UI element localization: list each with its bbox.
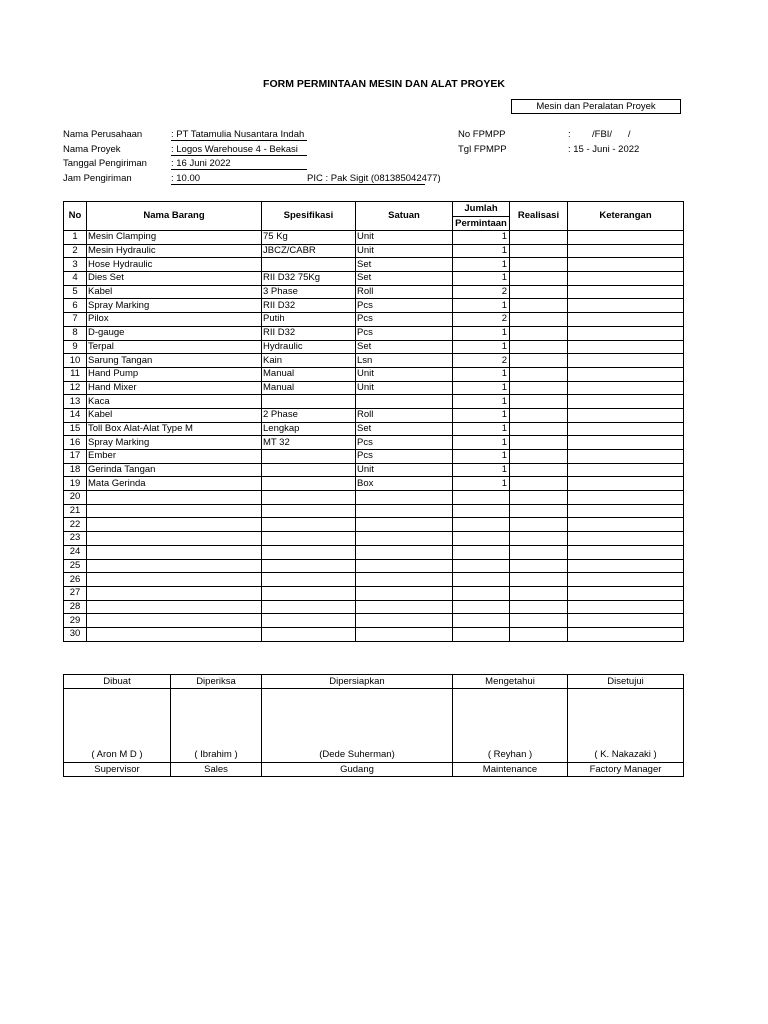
signer-name-supervisor: ( Aron M D ) <box>64 689 171 763</box>
item-name: Sarung Tangan <box>87 354 262 368</box>
row-number: 23 <box>64 532 87 546</box>
col-qty-header-bottom: Permintaan <box>453 217 510 231</box>
item-name: Hose Hydraulic <box>87 258 262 272</box>
item-qty <box>453 614 510 628</box>
item-qty: 1 <box>453 477 510 491</box>
row-number: 26 <box>64 573 87 587</box>
item-realization <box>510 436 568 450</box>
item-qty: 1 <box>453 326 510 340</box>
table-row <box>64 340 684 354</box>
item-name: Gerinda Tangan <box>87 463 262 477</box>
item-notes <box>568 258 684 272</box>
fpmpp-no-label: No FPMPP <box>458 129 506 140</box>
table-row <box>64 504 684 518</box>
item-qty: 1 <box>453 340 510 354</box>
item-notes <box>568 559 684 573</box>
item-realization <box>510 504 568 518</box>
item-qty: 1 <box>453 463 510 477</box>
item-realization <box>510 559 568 573</box>
item-notes <box>568 436 684 450</box>
item-unit <box>356 586 453 600</box>
item-name <box>87 545 262 559</box>
row-number: 8 <box>64 326 87 340</box>
item-qty <box>453 545 510 559</box>
item-name: Spray Marking <box>87 436 262 450</box>
item-spec <box>262 491 356 505</box>
row-number: 10 <box>64 354 87 368</box>
item-unit: Pcs <box>356 313 453 327</box>
item-qty: 1 <box>453 299 510 313</box>
item-notes <box>568 354 684 368</box>
table-row <box>64 313 684 327</box>
item-spec <box>262 600 356 614</box>
send-date-label: Tanggal Pengiriman <box>63 158 147 169</box>
form-title: FORM PERMINTAAN MESIN DAN ALAT PROYEK <box>263 78 505 90</box>
row-number: 4 <box>64 272 87 286</box>
signature-table <box>63 674 684 777</box>
item-realization <box>510 354 568 368</box>
item-realization <box>510 258 568 272</box>
item-notes <box>568 450 684 464</box>
row-number: 21 <box>64 504 87 518</box>
item-notes <box>568 477 684 491</box>
item-realization <box>510 231 568 245</box>
table-row <box>64 450 684 464</box>
item-name <box>87 586 262 600</box>
signer-title-supervisor: Supervisor <box>64 763 171 777</box>
item-unit: Unit <box>356 367 453 381</box>
item-spec: RII D32 <box>262 299 356 313</box>
item-notes <box>568 231 684 245</box>
item-unit: Pcs <box>356 436 453 450</box>
send-time-label: Jam Pengiriman <box>63 173 132 184</box>
signer-name-maintenance: ( Reyhan ) <box>453 689 568 763</box>
item-spec <box>262 545 356 559</box>
item-qty: 2 <box>453 354 510 368</box>
row-number: 27 <box>64 586 87 600</box>
item-notes <box>568 395 684 409</box>
table-row <box>64 326 684 340</box>
item-qty <box>453 518 510 532</box>
item-qty <box>453 600 510 614</box>
item-qty: 1 <box>453 367 510 381</box>
item-realization <box>510 450 568 464</box>
item-unit: Unit <box>356 463 453 477</box>
item-spec <box>262 504 356 518</box>
item-name: Ember <box>87 450 262 464</box>
role-dibuat: Dibuat <box>64 675 171 689</box>
item-unit <box>356 532 453 546</box>
table-row <box>64 231 684 245</box>
item-realization <box>510 367 568 381</box>
item-spec <box>262 559 356 573</box>
table-row <box>64 436 684 450</box>
item-unit <box>356 518 453 532</box>
item-realization <box>510 326 568 340</box>
row-number: 20 <box>64 491 87 505</box>
signer-name-factory-manager: ( K. Nakazaki ) <box>568 689 684 763</box>
item-unit <box>356 627 453 641</box>
item-unit <box>356 395 453 409</box>
row-number: 9 <box>64 340 87 354</box>
row-number: 15 <box>64 422 87 436</box>
item-qty: 1 <box>453 244 510 258</box>
item-spec: Lengkap <box>262 422 356 436</box>
item-name <box>87 518 262 532</box>
item-unit: Pcs <box>356 326 453 340</box>
row-number: 22 <box>64 518 87 532</box>
item-spec <box>262 532 356 546</box>
item-notes <box>568 272 684 286</box>
item-notes <box>568 244 684 258</box>
item-notes <box>568 545 684 559</box>
table-row <box>64 285 684 299</box>
item-name <box>87 532 262 546</box>
signer-title-gudang: Gudang <box>262 763 453 777</box>
item-notes <box>568 326 684 340</box>
item-qty <box>453 573 510 587</box>
item-spec <box>262 463 356 477</box>
fpmpp-no-value: /FBI/ / <box>592 129 631 140</box>
item-realization <box>510 477 568 491</box>
row-number: 25 <box>64 559 87 573</box>
row-number: 14 <box>64 408 87 422</box>
item-unit: Set <box>356 340 453 354</box>
item-notes <box>568 422 684 436</box>
item-unit: Set <box>356 422 453 436</box>
col-no-header: No <box>64 202 87 231</box>
item-unit: Roll <box>356 408 453 422</box>
table-row <box>64 477 684 491</box>
item-name: Pilox <box>87 313 262 327</box>
item-realization <box>510 244 568 258</box>
item-spec: JBCZ/CABR <box>262 244 356 258</box>
item-name <box>87 559 262 573</box>
item-qty: 1 <box>453 436 510 450</box>
signer-title-maintenance: Maintenance <box>453 763 568 777</box>
item-realization <box>510 532 568 546</box>
item-rows <box>64 231 684 642</box>
item-notes <box>568 313 684 327</box>
table-row <box>64 258 684 272</box>
item-qty: 1 <box>453 272 510 286</box>
item-unit: Box <box>356 477 453 491</box>
item-realization <box>510 463 568 477</box>
item-realization <box>510 285 568 299</box>
item-qty: 1 <box>453 231 510 245</box>
send-date-value: : 16 Juni 2022 <box>171 158 307 170</box>
item-realization <box>510 586 568 600</box>
company-label: Nama Perusahaan <box>63 129 143 140</box>
item-realization <box>510 627 568 641</box>
item-spec <box>262 258 356 272</box>
item-realization <box>510 313 568 327</box>
item-notes <box>568 285 684 299</box>
table-row <box>64 422 684 436</box>
role-disetujui: Disetujui <box>568 675 684 689</box>
item-spec <box>262 518 356 532</box>
item-qty <box>453 532 510 546</box>
table-row <box>64 586 684 600</box>
signer-title-sales: Sales <box>171 763 262 777</box>
col-spec-header: Spesifikasi <box>262 202 356 231</box>
item-unit: Pcs <box>356 450 453 464</box>
col-realization-header: Realisasi <box>510 202 568 231</box>
table-row <box>64 518 684 532</box>
company-value: : PT Tatamulia Nusantara Indah <box>171 129 307 141</box>
table-row <box>64 532 684 546</box>
item-qty: 1 <box>453 450 510 464</box>
row-number: 2 <box>64 244 87 258</box>
item-unit: Unit <box>356 381 453 395</box>
item-realization <box>510 299 568 313</box>
row-number: 18 <box>64 463 87 477</box>
items-table <box>63 201 684 642</box>
item-name: Toll Box Alat-Alat Type M <box>87 422 262 436</box>
table-row <box>64 614 684 628</box>
fpmpp-no-colon: : <box>568 129 571 140</box>
signer-name-gudang: (Dede Suherman) <box>262 689 453 763</box>
row-number: 1 <box>64 231 87 245</box>
item-unit: Unit <box>356 231 453 245</box>
row-number: 19 <box>64 477 87 491</box>
table-row <box>64 381 684 395</box>
item-name <box>87 573 262 587</box>
item-qty: 1 <box>453 381 510 395</box>
item-unit: Set <box>356 258 453 272</box>
table-row <box>64 272 684 286</box>
item-qty <box>453 504 510 518</box>
item-qty: 1 <box>453 408 510 422</box>
item-notes <box>568 573 684 587</box>
item-spec: 2 Phase <box>262 408 356 422</box>
item-qty: 2 <box>453 285 510 299</box>
item-notes <box>568 627 684 641</box>
item-spec <box>262 477 356 491</box>
table-row <box>64 244 684 258</box>
table-row <box>64 395 684 409</box>
item-notes <box>568 381 684 395</box>
table-row <box>64 463 684 477</box>
item-name: Mesin Clamping <box>87 231 262 245</box>
item-spec: 3 Phase <box>262 285 356 299</box>
item-name: Mesin Hydraulic <box>87 244 262 258</box>
table-row <box>64 299 684 313</box>
item-name: Hand Mixer <box>87 381 262 395</box>
item-realization <box>510 518 568 532</box>
item-spec <box>262 450 356 464</box>
item-name: Mata Gerinda <box>87 477 262 491</box>
item-realization <box>510 545 568 559</box>
item-spec: Manual <box>262 367 356 381</box>
item-unit: Set <box>356 272 453 286</box>
item-notes <box>568 600 684 614</box>
item-notes <box>568 491 684 505</box>
item-unit: Unit <box>356 244 453 258</box>
item-spec <box>262 614 356 628</box>
project-value: : Logos Warehouse 4 - Bekasi <box>171 144 307 156</box>
item-spec: RII D32 <box>262 326 356 340</box>
item-qty: 2 <box>453 313 510 327</box>
signer-name-sales: ( Ibrahim ) <box>171 689 262 763</box>
item-name: Dies Set <box>87 272 262 286</box>
row-number: 13 <box>64 395 87 409</box>
row-number: 5 <box>64 285 87 299</box>
row-number: 7 <box>64 313 87 327</box>
item-realization <box>510 573 568 587</box>
row-number: 3 <box>64 258 87 272</box>
item-notes <box>568 408 684 422</box>
item-notes <box>568 367 684 381</box>
item-realization <box>510 340 568 354</box>
item-spec: Putih <box>262 313 356 327</box>
col-unit-header: Satuan <box>356 202 453 231</box>
table-row <box>64 627 684 641</box>
item-spec: 75 Kg <box>262 231 356 245</box>
item-unit <box>356 545 453 559</box>
row-number: 11 <box>64 367 87 381</box>
item-unit: Roll <box>356 285 453 299</box>
item-spec: Hydraulic <box>262 340 356 354</box>
item-name <box>87 491 262 505</box>
table-row <box>64 545 684 559</box>
table-row <box>64 559 684 573</box>
row-number: 16 <box>64 436 87 450</box>
item-name <box>87 627 262 641</box>
item-qty: 1 <box>453 422 510 436</box>
item-name: Kabel <box>87 408 262 422</box>
item-qty <box>453 627 510 641</box>
item-unit <box>356 614 453 628</box>
item-qty <box>453 491 510 505</box>
signer-title-factory-manager: Factory Manager <box>568 763 684 777</box>
table-row <box>64 367 684 381</box>
item-unit <box>356 559 453 573</box>
item-qty: 1 <box>453 258 510 272</box>
item-notes <box>568 614 684 628</box>
item-realization <box>510 395 568 409</box>
item-unit <box>356 504 453 518</box>
item-notes <box>568 299 684 313</box>
row-number: 6 <box>64 299 87 313</box>
item-spec: Manual <box>262 381 356 395</box>
item-spec <box>262 627 356 641</box>
item-spec: Kain <box>262 354 356 368</box>
category-box: Mesin dan Peralatan Proyek <box>511 99 681 114</box>
table-row <box>64 491 684 505</box>
project-label: Nama Proyek <box>63 144 121 155</box>
item-notes <box>568 463 684 477</box>
item-realization <box>510 600 568 614</box>
table-row <box>64 573 684 587</box>
item-unit <box>356 600 453 614</box>
row-number: 29 <box>64 614 87 628</box>
item-name: Hand Pump <box>87 367 262 381</box>
item-realization <box>510 408 568 422</box>
item-realization <box>510 491 568 505</box>
row-number: 28 <box>64 600 87 614</box>
role-diperiksa: Diperiksa <box>171 675 262 689</box>
item-spec: MT 32 <box>262 436 356 450</box>
item-qty <box>453 559 510 573</box>
fpmpp-date-value: : 15 - Juni - 2022 <box>568 144 640 155</box>
item-name <box>87 600 262 614</box>
item-notes <box>568 340 684 354</box>
row-number: 12 <box>64 381 87 395</box>
item-qty: 1 <box>453 395 510 409</box>
item-notes <box>568 518 684 532</box>
item-notes <box>568 532 684 546</box>
item-spec <box>262 586 356 600</box>
row-number: 24 <box>64 545 87 559</box>
fpmpp-date-label: Tgl FPMPP <box>458 144 507 155</box>
item-unit: Lsn <box>356 354 453 368</box>
item-name: Spray Marking <box>87 299 262 313</box>
item-name <box>87 614 262 628</box>
table-row <box>64 600 684 614</box>
pic-contact: PIC : Pak Sigit (081385042477) <box>307 173 441 184</box>
item-unit <box>356 491 453 505</box>
table-row <box>64 408 684 422</box>
table-row <box>64 354 684 368</box>
send-time-value: : 10.00 <box>171 173 307 185</box>
item-name: Kabel <box>87 285 262 299</box>
item-name: D-gauge <box>87 326 262 340</box>
item-unit <box>356 573 453 587</box>
item-realization <box>510 272 568 286</box>
role-dipersiapkan: Dipersiapkan <box>262 675 453 689</box>
item-notes <box>568 504 684 518</box>
item-unit: Pcs <box>356 299 453 313</box>
item-spec <box>262 573 356 587</box>
item-name: Terpal <box>87 340 262 354</box>
col-qty-header-top: Jumlah <box>453 202 510 217</box>
item-realization <box>510 422 568 436</box>
role-mengetahui: Mengetahui <box>453 675 568 689</box>
item-realization <box>510 614 568 628</box>
item-qty <box>453 586 510 600</box>
item-realization <box>510 381 568 395</box>
item-notes <box>568 586 684 600</box>
item-spec: RII D32 75Kg <box>262 272 356 286</box>
row-number: 30 <box>64 627 87 641</box>
item-name: Kaca <box>87 395 262 409</box>
col-notes-header: Keterangan <box>568 202 684 231</box>
row-number: 17 <box>64 450 87 464</box>
item-name <box>87 504 262 518</box>
col-name-header: Nama Barang <box>87 202 262 231</box>
item-spec <box>262 395 356 409</box>
